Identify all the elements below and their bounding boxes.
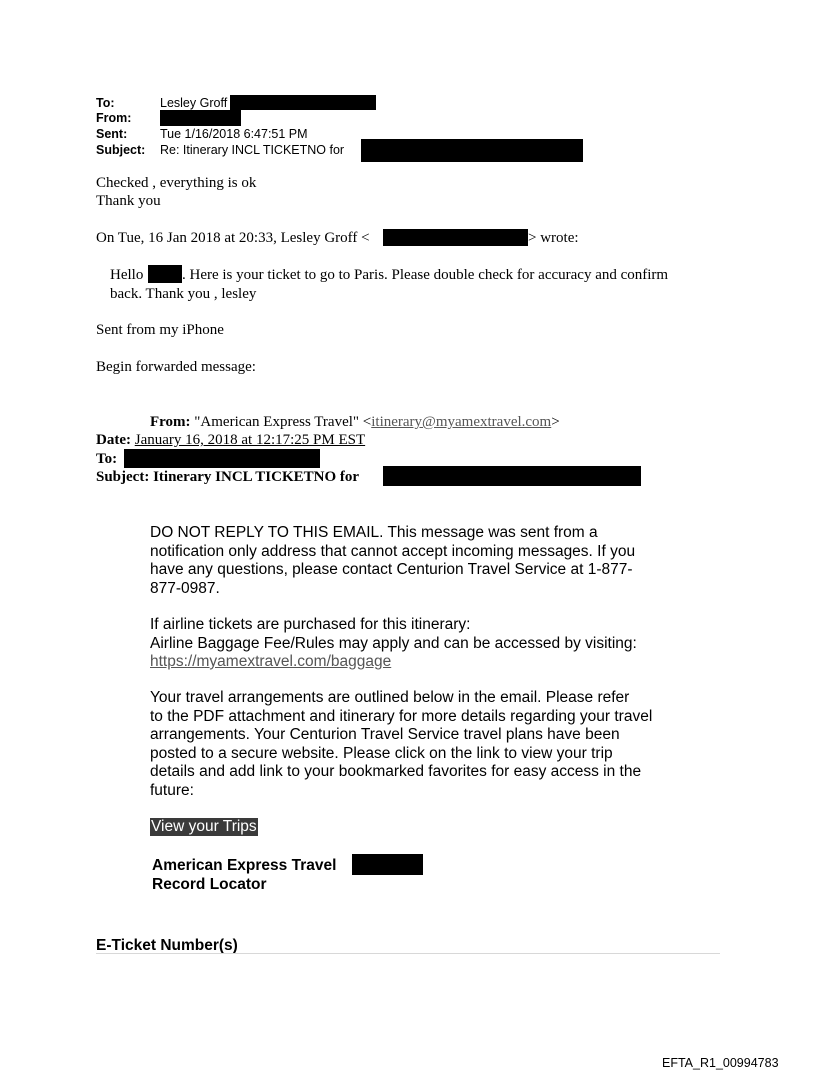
notice-line: 877-0987. xyxy=(150,579,220,597)
fwd-to-label: To: xyxy=(96,451,118,467)
fwd-subject-value: Itinerary INCL TICKETNO for xyxy=(153,469,360,485)
locator-subtitle: Record Locator xyxy=(152,876,267,893)
fwd-from-line xyxy=(150,414,560,431)
fwd-from-close: > xyxy=(551,414,560,430)
document-id: EFTA_R1_00994783 xyxy=(662,1056,779,1070)
fwd-from-name: "American Express Travel" < xyxy=(194,414,372,430)
arrangements-line: posted to a secure website. Please click on the link to view your trip xyxy=(150,744,613,762)
begin-forwarded-line: Begin forwarded message: xyxy=(96,359,256,375)
reply-line: Thank you xyxy=(96,193,161,209)
view-trips-link[interactable]: View your Trips xyxy=(151,818,257,835)
redaction-bar xyxy=(160,110,241,126)
fwd-from-label: From: xyxy=(150,414,191,430)
notice-line: have any questions, please contact Centurion Travel Service at 1-877- xyxy=(150,561,633,578)
to-value: Lesley Groff xyxy=(160,96,228,110)
redaction-bar xyxy=(383,466,641,486)
baggage-paragraph xyxy=(150,616,637,672)
to-label: To: xyxy=(96,96,115,110)
subject-label: Subject: xyxy=(96,143,146,157)
redaction-bar xyxy=(383,229,528,246)
redaction-bar xyxy=(148,265,182,283)
quote-intro-end: > wrote: xyxy=(528,230,579,246)
notice-line: DO NOT REPLY TO THIS EMAIL. This message was sent from a xyxy=(150,524,598,541)
reply-line: Checked , everything is ok xyxy=(96,175,257,191)
redaction-bar xyxy=(230,95,376,110)
notice-paragraph xyxy=(150,524,635,598)
sent-value: Tue 1/16/2018 6:47:51 PM xyxy=(160,127,308,141)
arrangements-line: arrangements. Your Centurion Travel Service travel plans have been xyxy=(150,726,620,743)
notice-line: notification only address that cannot accept incoming messages. If you xyxy=(150,542,636,560)
fwd-date-value: January 16, 2018 at 12:17:25 PM EST xyxy=(134,432,366,448)
baggage-line: Airline Baggage Fee/Rules may apply and can be accessed by visiting: xyxy=(150,634,637,652)
divider xyxy=(96,953,720,954)
redaction-bar xyxy=(352,854,423,875)
arrangements-line: Your travel arrangements are outlined below in the email. Please refer xyxy=(150,689,630,706)
arrangements-line: to the PDF attachment and itinerary for more details regarding your travel xyxy=(150,707,653,725)
redaction-bar xyxy=(124,449,320,468)
fwd-date-label: Date: xyxy=(96,432,131,448)
redaction-bar xyxy=(361,139,583,162)
arrangements-line: details and add link to your bookmarked favorites for easy access in the xyxy=(150,763,642,780)
fwd-subject-line xyxy=(96,469,359,486)
subject-value: Re: Itinerary INCL TICKETNO for xyxy=(160,143,345,157)
quote-intro: On Tue, 16 Jan 2018 at 20:33, Lesley Groff < xyxy=(96,230,370,246)
arrangements-line: future: xyxy=(150,781,194,799)
fwd-date-line xyxy=(96,432,365,449)
from-label: From: xyxy=(96,111,132,125)
fwd-from-email-link[interactable]: itinerary@myamextravel.com xyxy=(371,414,552,430)
arrangements-paragraph xyxy=(150,689,652,800)
sent-label: Sent: xyxy=(96,127,128,141)
fwd-subject-label: Subject: xyxy=(96,469,150,485)
eticket-heading: E-Ticket Number(s) xyxy=(96,937,238,954)
locator-title: American Express Travel xyxy=(152,857,337,874)
baggage-line: If airline tickets are purchased for this itinerary: xyxy=(150,616,471,633)
quoted-line: back. Thank you , lesley xyxy=(110,286,257,302)
quoted-line: . Here is your ticket to go to Paris. Please double check for accuracy and confirm xyxy=(182,267,669,283)
quoted-hello: Hello xyxy=(110,267,144,283)
baggage-link[interactable]: https://myamextravel.com/baggage xyxy=(150,653,392,670)
sent-from-line: Sent from my iPhone xyxy=(96,322,224,338)
